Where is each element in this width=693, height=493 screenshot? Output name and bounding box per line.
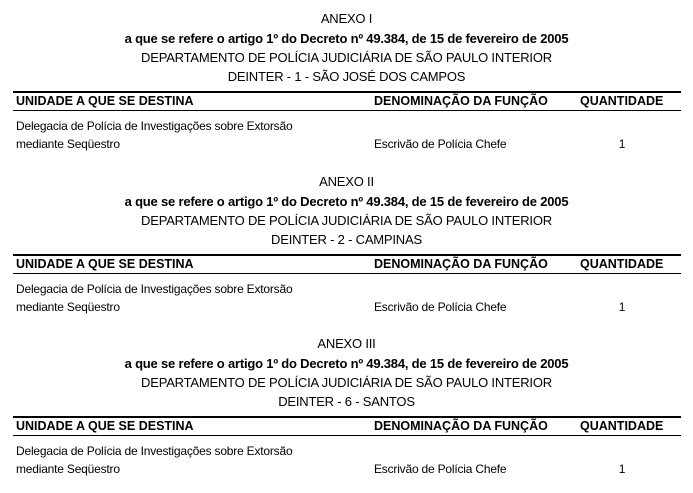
unit-line-1: Delegacia de Polícia de Investigações sobre Extorsão — [16, 119, 293, 133]
table-top-rule — [13, 254, 681, 256]
column-header-unit: UNIDADE A QUE SE DESTINA — [16, 257, 194, 271]
annex-title: ANEXO III — [317, 336, 376, 351]
column-header-function: DENOMINAÇÃO DA FUNÇÃO — [374, 419, 548, 433]
column-header-quantity: QUANTIDADE — [580, 257, 664, 271]
annex-department: DEPARTAMENTO DE POLÍCIA JUDICIÁRIA DE SÃO PAULO INTERIOR — [141, 375, 552, 390]
column-header-function: DENOMINAÇÃO DA FUNÇÃO — [374, 257, 548, 271]
unit-line-2: mediante Seqüestro — [16, 300, 120, 314]
unit-line-2: mediante Seqüestro — [16, 137, 120, 151]
column-header-function: DENOMINAÇÃO DA FUNÇÃO — [374, 94, 548, 108]
column-header-unit: UNIDADE A QUE SE DESTINA — [16, 94, 194, 108]
function-cell: Escrivão de Polícia Chefe — [374, 462, 507, 476]
annex-reference: a que se refere o artigo 1º do Decreto nº 49.384, de 15 de fevereiro de 2005 — [124, 194, 569, 209]
annex-deinter: DEINTER - 1 - SÃO JOSÉ DOS CAMPOS — [227, 69, 466, 84]
annex-reference: a que se refere o artigo 1º do Decreto nº 49.384, de 15 de fevereiro de 2005 — [124, 356, 569, 371]
column-header-quantity: QUANTIDADE — [580, 94, 664, 108]
table-top-rule — [13, 91, 681, 93]
annex-deinter: DEINTER - 2 - CAMPINAS — [271, 232, 422, 247]
annex-title: ANEXO II — [319, 174, 374, 189]
quantity-cell: 1 — [618, 137, 626, 151]
header-bottom-rule — [13, 435, 681, 436]
table-top-rule — [13, 416, 681, 418]
function-cell: Escrivão de Polícia Chefe — [374, 300, 507, 314]
unit-line-1: Delegacia de Polícia de Investigações sobre Extorsão — [16, 444, 293, 458]
unit-line-1: Delegacia de Polícia de Investigações sobre Extorsão — [16, 282, 293, 296]
annex-deinter: DEINTER - 6 - SANTOS — [278, 394, 415, 409]
column-header-quantity: QUANTIDADE — [580, 419, 664, 433]
annex-title: ANEXO I — [320, 11, 373, 26]
annex-department: DEPARTAMENTO DE POLÍCIA JUDICIÁRIA DE SÃO PAULO INTERIOR — [141, 50, 552, 65]
quantity-cell: 1 — [618, 462, 626, 476]
header-bottom-rule — [13, 110, 681, 111]
unit-line-2: mediante Seqüestro — [16, 462, 120, 476]
column-header-unit: UNIDADE A QUE SE DESTINA — [16, 419, 194, 433]
annex-reference: a que se refere o artigo 1º do Decreto nº 49.384, de 15 de fevereiro de 2005 — [124, 31, 569, 46]
function-cell: Escrivão de Polícia Chefe — [374, 137, 507, 151]
quantity-cell: 1 — [618, 300, 626, 314]
annex-department: DEPARTAMENTO DE POLÍCIA JUDICIÁRIA DE SÃO PAULO INTERIOR — [141, 213, 552, 228]
annex-1 — [0, 0, 693, 162]
header-bottom-rule — [13, 273, 681, 274]
annex-2 — [0, 163, 693, 325]
annex-3 — [0, 325, 693, 487]
